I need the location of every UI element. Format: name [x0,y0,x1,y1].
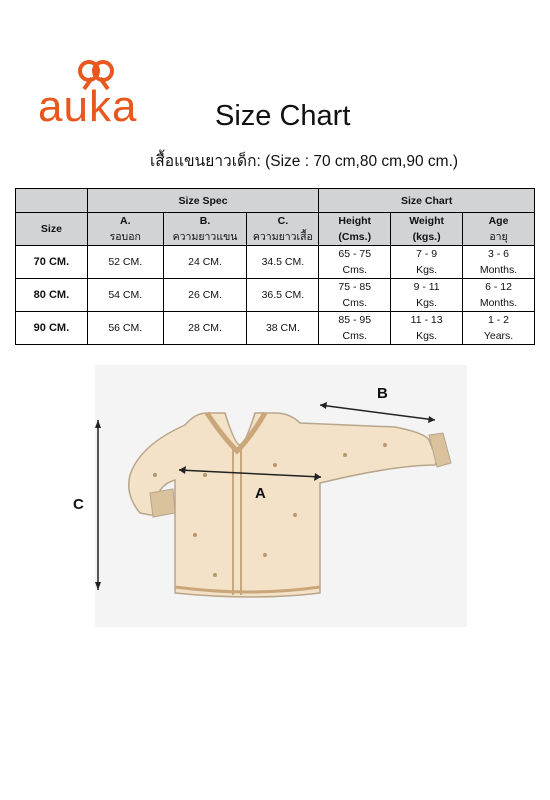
weight-cell: 11 - 13 Kgs. [391,312,463,345]
size-spec-header: Size Spec [87,189,318,213]
chest-cell: 54 CM. [87,279,163,312]
measure-label-b: B [377,385,388,402]
column-header-row [16,213,535,246]
group-header-row [16,189,535,213]
sleeve-cell: 28 CM. [163,312,247,345]
col-header-a: A. รอบอก [87,213,163,246]
weight-cell: 7 - 9 Kgs. [391,246,463,279]
size-cell: 90 CM. [16,312,88,345]
chest-cell: 56 CM. [87,312,163,345]
col-header-b: B. ความยาวแขน [163,213,247,246]
sleeve-cell: 26 CM. [163,279,247,312]
sleeve-cell: 24 CM. [163,246,247,279]
col-header-age: Age อายุ [463,213,535,246]
col-header-weight: Weight (kgs.) [391,213,463,246]
length-cell: 36.5 CM. [247,279,319,312]
product-subtitle: เสื้อแขนยาวเด็ก: (Size : 70 cm,80 cm,90 cm.) [150,153,459,170]
col-header-size: Size [16,213,88,246]
logo-wordmark: auka [38,82,138,131]
brand-logo [38,60,158,135]
size-table [15,188,535,345]
measure-label-a: A [255,485,266,502]
col-header-height: Height (Cms.) [319,213,391,246]
long-sleeve-shirt-illustration [95,365,467,627]
age-cell: 3 - 6 Months. [463,246,535,279]
table-row [16,312,535,345]
garment-diagram [73,365,467,627]
measure-label-c: C [73,496,84,513]
empty-header-cell [16,189,88,213]
table-row [16,246,535,279]
size-chart-header: Size Chart [319,189,535,213]
page-title: Size Chart [215,100,351,132]
size-cell: 80 CM. [16,279,88,312]
length-cell: 34.5 CM. [247,246,319,279]
col-header-c: C. ความยาวเสื้อ [247,213,319,246]
height-cell: 85 - 95 Cms. [319,312,391,345]
table-row [16,279,535,312]
age-cell: 1 - 2 Years. [463,312,535,345]
length-cell: 38 CM. [247,312,319,345]
size-cell: 70 CM. [16,246,88,279]
weight-cell: 9 - 11 Kgs. [391,279,463,312]
age-cell: 6 - 12 Months. [463,279,535,312]
chest-cell: 52 CM. [87,246,163,279]
height-cell: 65 - 75 Cms. [319,246,391,279]
height-cell: 75 - 85 Cms. [319,279,391,312]
